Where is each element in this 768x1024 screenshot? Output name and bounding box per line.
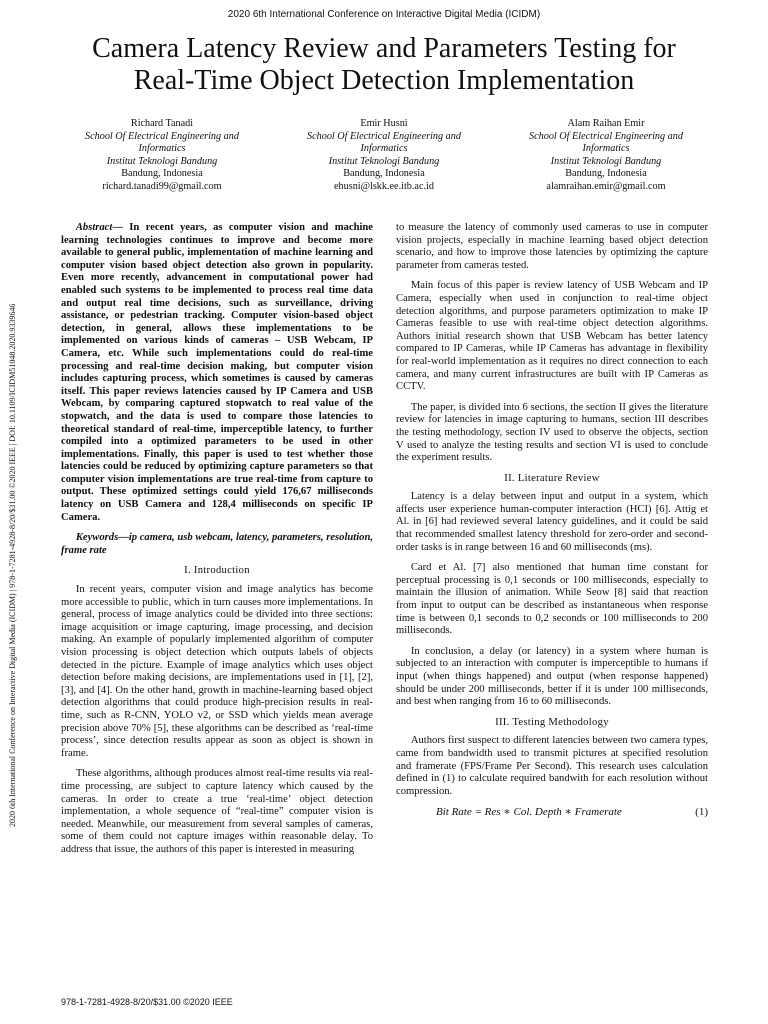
paragraph: Latency is a delay between input and output in a system, which affects user experience human-computer interaction (HCI) [6]. Attig et Al. in [6] had reviewed several latency guidelines, and it could be said that recommended smallest latency threshold for zero-order and second-order tasks is in range between 16 and 60 milliseconds (ms).: [396, 491, 708, 553]
author-institution: Institut Teknologi Bandung: [328, 155, 440, 167]
right-column: [396, 222, 708, 819]
abstract-label: Abstract: [75, 222, 113, 233]
section-heading-testing-methodology: III. Testing Methodology: [495, 716, 609, 728]
equation-number: (1): [695, 806, 708, 819]
author-affiliation: School Of Electrical Engineering and: [529, 130, 683, 142]
abstract-text: — In recent years, as computer vision and machine learning technologies continues to improve and become more available to general public, implementation of machine learning and computer vision based object detection also grown in popularity. Even more recently, advancement in computational power had enabled such systems to be implemented to process real time data and output real time decisions, such as surveillance, driving assistance, or pedestrian tracking. Computer vision-based object detection, in general, allows these implementations to be implemented on various kinds of cameras – USB Webcam, IP Camera, etc. While such implementations could do real-time processing and real-time decision making, but computer vision includes capturing process, which sometimes is caused by cameras itself. This paper reviews latencies caused by IP Camera and USB Webcam, by comparing captured stopwatch to real value of the stopwatch, and the data is used to compare those latencies to theoretical standard of real-time, imperceptible latency, to further compiled into a optimized parameters to be used in other implementations. Finally, this paper is used to test whether those latencies could be reduced by optimizing capture parameters so that computer vision implementations are true real-time from capture to output. These optimized settings could yield 176,67 milliseconds latency on USB Camera and 128,4 milliseconds on specific IP Camera.: [61, 222, 373, 523]
doi-sidebar-text: 2020 6th International Conference on Interactive Digital Media (ICIDM) | 978-1-7281-4928-8/20/$31.00 ©2020 IEEE | DOI: 10.1109/ICIDM51048.2020.9339646: [8, 303, 17, 827]
author-name: Richard Tanadi: [130, 118, 194, 129]
paragraph: Authors first suspect to different latencies between two camera types, came from bandwidth used to transmit pictures at specified resolution and framerate (FPS/Frame Per Second). This research uses calculation defined in (1) to calculate required bandwith for each resolution without compression.: [396, 735, 708, 797]
author-affiliation: School Of Electrical Engineering and: [85, 130, 239, 142]
copyright-footer: 978-1-7281-4928-8/20/$31.00 ©2020 IEEE: [61, 997, 233, 1007]
author-affiliation-cont: Informatics: [138, 143, 186, 154]
author-city: Bandung, Indonesia: [565, 168, 647, 179]
author-email: ehusni@lskk.ee.itb.ac.id: [334, 180, 434, 192]
paragraph: The paper, is divided into 6 sections, the section II gives the literature review for latencies in image capturing to humans, section III describes the testing methodology, section IV used to observe the objects, section V used to analyze the testing results and section VI is used to conclude the experiment results.: [396, 401, 708, 464]
paragraph: Main focus of this paper is review latency of USB Webcam and IP Camera, especially when used in conjunction to real-time object detection algorithms, and purpose parameters optimization to make IP Cameras feasible to use with real-time object detection algorithms. Authors initial research shown that USB Webcam has better latency compared to IP Cameras, while IP Cameras has advantage in flexibility for real-world implementation as it requires no direct connection to each camera, and many current infrastructures are built with IP Cameras as CCTV.: [396, 280, 708, 393]
author-name: Alam Raihan Emir: [567, 118, 645, 129]
author-block: [62, 118, 706, 193]
equation-body: Bit Rate = Res ∗ Col. Depth ∗ Framerate: [436, 806, 622, 819]
author-3: [506, 118, 706, 193]
author-city: Bandung, Indonesia: [343, 168, 425, 179]
conference-header: 2020 6th International Conference on Interactive Digital Media (ICIDM): [227, 9, 541, 20]
author-email: alamraihan.emir@gmail.com: [546, 180, 666, 192]
keywords: Keywords—ip camera, usb webcam, latency, parameters, resolution, frame rate: [61, 532, 373, 556]
paragraph: In recent years, computer vision and image analytics has become more accessible to public, which in turn causes more implementations. In general, process of image analytics could be divided into three sections: image acquisition or image capturing, image processing, and decision making. An example of popularly implemented algorithm of computer vision processing is object detection which outputs labels of objects detected in the picture. Example of image analytics which uses object detection before making decisions, are implementations used in [1], [2], [3], and [4]. On the other hand, growth in machine-learning based object detection algorithms that could produce high-precision results in real-time, such as R-CNN, YOLO v2, or SSD which yields mean average precision above 70% [5], these algorithms can be described as ‘real-time process’, since detection results appear as soon as object is shown in frame.: [61, 584, 373, 759]
author-institution: Institut Teknologi Bandung: [550, 155, 662, 167]
author-name: Emir Husni: [360, 118, 408, 129]
paper-title-line-1: Camera Latency Review and Parameters Testing for: [92, 33, 676, 64]
paragraph: These algorithms, although produces almost real-time results via real-time processing, are subject to capture latency which caused by the cameras. In order to create a true ‘real-time’ object detection implementation, a whole sequence of “real-time” computer vision is needed. Meanwhile, our measurement from several samples of cameras, some of them could not capture images within reasonable delay. To address that issue, the authors of this paper is interested in measuring: [61, 768, 373, 855]
section-heading-literature-review: II. Literature Review: [504, 472, 600, 484]
section-heading-introduction: I. Introduction: [184, 565, 250, 577]
paragraph: to measure the latency of commonly used cameras to use in computer vision projects, especially in machine learning based object detection scenario, and how to improve those latencies by optimizing the capture parameter from cameras tested.: [396, 222, 708, 271]
abstract: [61, 222, 373, 524]
left-column: [61, 222, 373, 865]
author-1: [62, 118, 262, 193]
author-email: richard.tanadi99@gmail.com: [102, 180, 222, 192]
author-affiliation: School Of Electrical Engineering and: [307, 130, 461, 142]
author-affiliation-cont: Informatics: [360, 143, 408, 154]
doi-sidebar: [6, 195, 20, 855]
paragraph: Card et Al. [7] also mentioned that human time constant for perceptual processing is 0,1 seconds or 100 milliseconds, especially to maintain the illusion of animation. While Seow [8] said that reaction from input to output can be described as instantaneous when response time is between 0,1 seconds to 0,2 seconds or 100 milliseconds to 200 milliseconds.: [396, 562, 708, 637]
paragraph: In conclusion, a delay (or latency) in a system where human is subjected to an interaction with computer is imperceptible to humans if input (when things happened) and output (when response happened) should be under 200 milliseconds, better if it is under 100 milliseconds, and best when ranging from 16 to 60 milliseconds.: [396, 645, 708, 708]
author-2: [284, 118, 484, 193]
equation-1: [396, 806, 708, 819]
author-city: Bandung, Indonesia: [121, 168, 203, 179]
author-institution: Institut Teknologi Bandung: [106, 155, 218, 167]
paper-title-line-2: Real-Time Object Detection Implementation: [133, 65, 635, 96]
paper-title: [20, 33, 748, 97]
author-affiliation-cont: Informatics: [582, 143, 630, 154]
